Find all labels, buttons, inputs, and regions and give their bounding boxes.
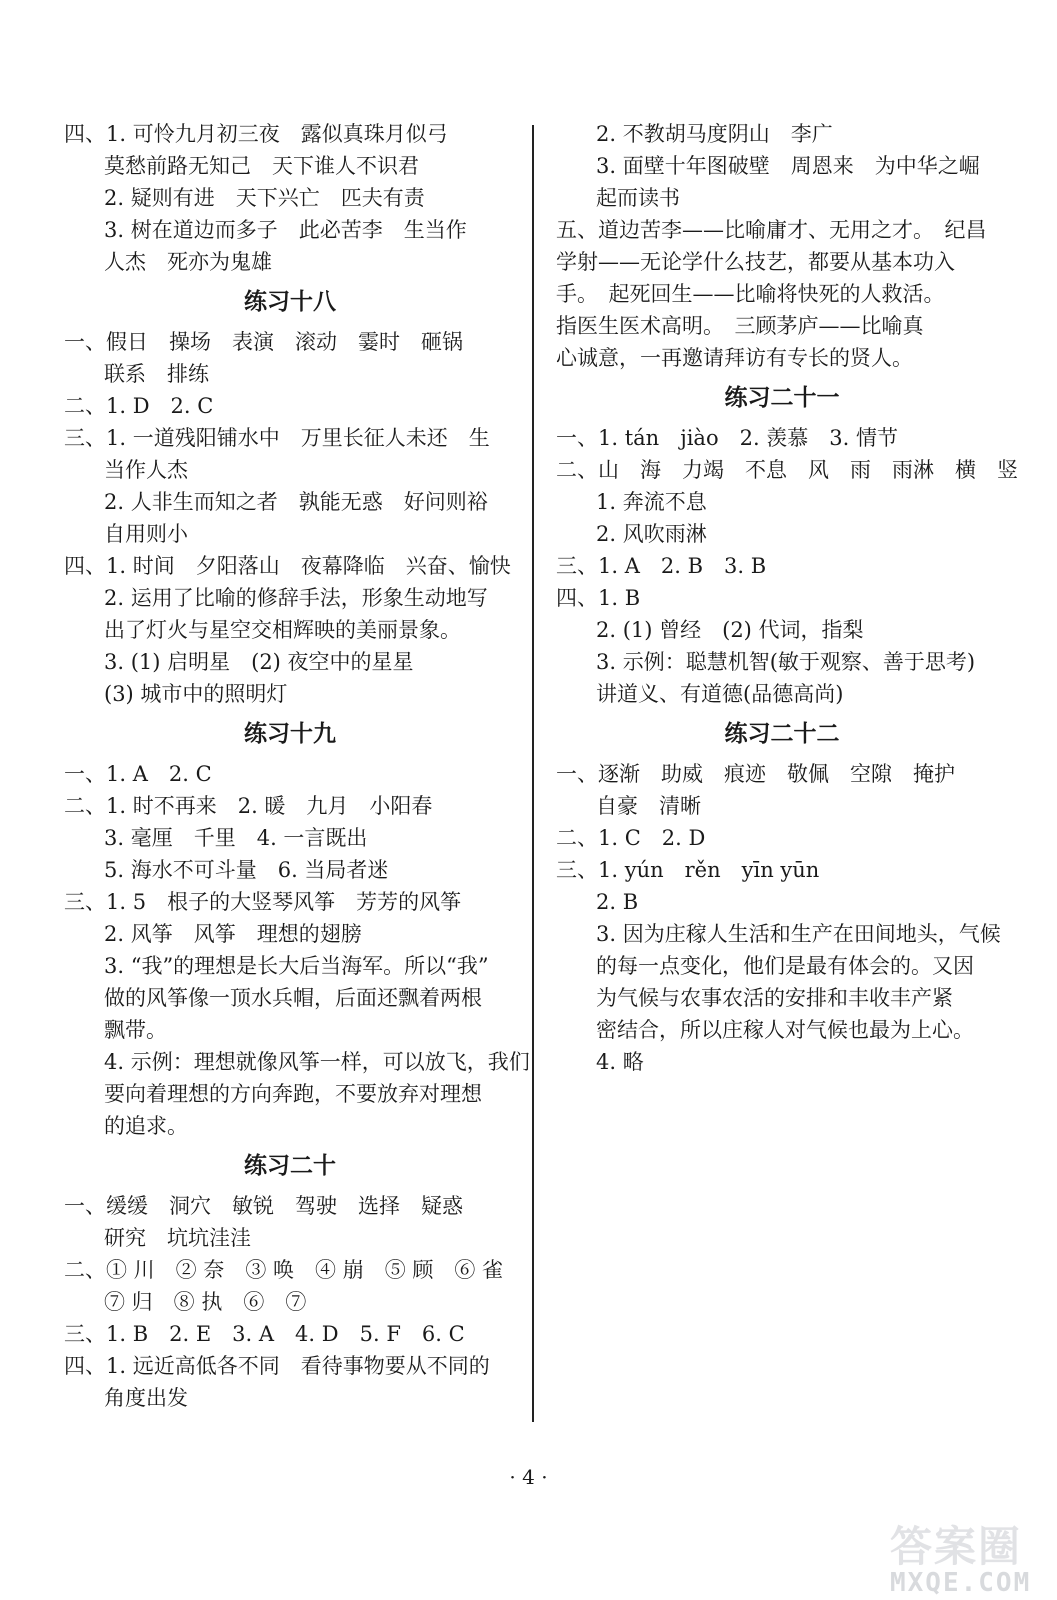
answer-line: 4. 略: [596, 1050, 644, 1074]
answer-line: 5. 海水不可斗量 6. 当局者迷: [104, 858, 389, 882]
section-heading: 练习十九: [244, 721, 336, 747]
answer-line: 四、1. 可怜九月初三夜 露似真珠月似弓: [64, 122, 448, 146]
answer-line: 3. 因为庄稼人生活和生产在田间地头，气候: [596, 922, 1001, 946]
watermark-logo: [890, 1514, 1045, 1598]
answer-line: 联系 排练: [104, 362, 209, 386]
answer-line: 二、1. D 2. C: [64, 394, 214, 418]
answer-line: 当作人杰: [104, 458, 188, 482]
answer-line: 为气候与农事农活的安排和丰收丰产紧: [596, 986, 953, 1010]
watermark-url: MXQE.COM: [890, 1568, 1032, 1598]
answer-line: 莫愁前路无知己 天下谁人不识君: [104, 154, 419, 178]
answer-line: 一、缓缓 洞穴 敏锐 驾驶 选择 疑惑: [64, 1194, 463, 1218]
answer-line: 做的风筝像一顶水兵帽，后面还飘着两根: [104, 986, 482, 1010]
answer-line: 人杰 死亦为鬼雄: [104, 250, 272, 274]
watermark-text: 答案圈: [890, 1522, 1023, 1571]
answer-line: 心诚意，一再邀请拜访有专长的贤人。: [556, 346, 913, 370]
answer-line: 四、1. B: [556, 586, 641, 610]
answer-line: 出了灯火与星空交相辉映的美丽景象。: [104, 618, 461, 642]
column-divider: [532, 125, 534, 1422]
answer-line: 1. 奔流不息: [596, 490, 707, 514]
answer-line: 飘带。: [104, 1018, 167, 1042]
answer-line: 自豪 清晰: [596, 794, 701, 818]
answer-line: 一、逐渐 助威 痕迹 敬佩 空隙 掩护: [556, 762, 955, 786]
answer-line: 手。 起死回生——比喻将快死的人救活。: [556, 282, 945, 306]
right-column: [556, 118, 1018, 1078]
answer-line: 3. (1) 启明星 (2) 夜空中的星星: [104, 650, 414, 674]
answer-line: 的每一点变化，他们是最有体会的。又因: [596, 954, 974, 978]
answer-line: 2. 风筝 风筝 理想的翅膀: [104, 922, 362, 946]
answer-line: 二、① 川 ② 奈 ③ 唤 ④ 崩 ⑤ 顾 ⑥ 雀: [64, 1258, 504, 1282]
answer-line: 2. 运用了比喻的修辞手法，形象生动地写: [104, 586, 488, 610]
answer-line: 一、1. tán jiào 2. 羡慕 3. 情节: [556, 426, 899, 450]
answer-line: 4. 示例：理想就像风筝一样，可以放飞，我们: [104, 1050, 530, 1074]
answer-line: (3) 城市中的照明灯: [104, 682, 288, 706]
answer-line: 三、1. 5 根子的大竖琴风筝 芳芳的风筝: [64, 890, 462, 914]
answer-line: 2. 人非生而知之者 孰能无惑 好问则裕: [104, 490, 488, 514]
section-heading: 练习二十: [244, 1153, 336, 1179]
answer-line: 3. 毫厘 千里 4. 一言既出: [104, 826, 368, 850]
answer-line: 3. 面壁十年图破壁 周恩来 为中华之崛: [596, 154, 980, 178]
answer-line: 四、1. 远近高低各不同 看待事物要从不同的: [64, 1354, 490, 1378]
section-heading: 练习十八: [244, 289, 336, 315]
answer-line: 2. 不教胡马度阴山 李广: [596, 122, 833, 146]
answer-line: 自用则小: [104, 522, 188, 546]
section-heading: 练习二十一: [724, 385, 840, 411]
answer-line: 研究 坑坑洼洼: [104, 1226, 251, 1250]
answer-line: 二、1. C 2. D: [556, 826, 706, 850]
answer-line: 起而读书: [596, 186, 680, 210]
answer-line: 3. 示例：聪慧机智(敏于观察、善于思考): [596, 650, 976, 674]
answer-line: 2. 风吹雨淋: [596, 522, 707, 546]
answer-line: ⑦ 归 ⑧ 执 ⑥ ⑦: [104, 1290, 307, 1314]
answer-line: 3. 树在道边而多子 此必苦李 生当作: [104, 218, 467, 242]
left-column: [64, 118, 530, 1414]
answer-line: 三、1. B 2. E 3. A 4. D 5. F 6. C: [64, 1322, 465, 1346]
answer-line: 讲道义、有道德(品德高尚): [596, 682, 844, 706]
answer-line: 要向着理想的方向奔跑，不要放弃对理想: [104, 1082, 482, 1106]
answer-line: 2. 疑则有进 天下兴亡 匹夫有责: [104, 186, 425, 210]
answer-line: 三、1. A 2. B 3. B: [556, 554, 767, 578]
answer-line: 的追求。: [104, 1114, 188, 1138]
answer-line: 二、1. 时不再来 2. 暖 九月 小阳春: [64, 794, 433, 818]
section-heading: 练习二十二: [724, 721, 840, 747]
answer-line: 2. B: [596, 890, 639, 914]
answer-line: 五、道边苦李——比喻庸才、无用之才。 纪昌: [556, 218, 987, 242]
answer-line: 角度出发: [104, 1386, 188, 1410]
answer-line: 四、1. 时间 夕阳落山 夜幕降临 兴奋、愉快: [64, 554, 511, 578]
page-number: · 4 ·: [509, 1465, 548, 1489]
answer-line: 三、1. yún rěn yīn yūn: [556, 858, 820, 882]
answer-line: 2. (1) 曾经 (2) 代词，指梨: [596, 618, 864, 642]
answer-line: 二、山 海 力竭 不息 风 雨 雨淋 横 竖: [556, 458, 1018, 482]
answer-line: 3. “我”的理想是长大后当海军。所以“我”: [104, 954, 489, 978]
answer-line: 学射——无论学什么技艺，都要从基本功入: [556, 250, 955, 274]
answer-line: 三、1. 一道残阳铺水中 万里长征人未还 生: [64, 426, 490, 450]
answer-line: 一、1. A 2. C: [64, 762, 212, 786]
answer-line: 密结合，所以庄稼人对气候也最为上心。: [596, 1018, 974, 1042]
answer-line: 一、假日 操场 表演 滚动 霎时 砸锅: [64, 330, 463, 354]
answer-line: 指医生医术高明。 三顾茅庐——比喻真: [556, 314, 924, 338]
